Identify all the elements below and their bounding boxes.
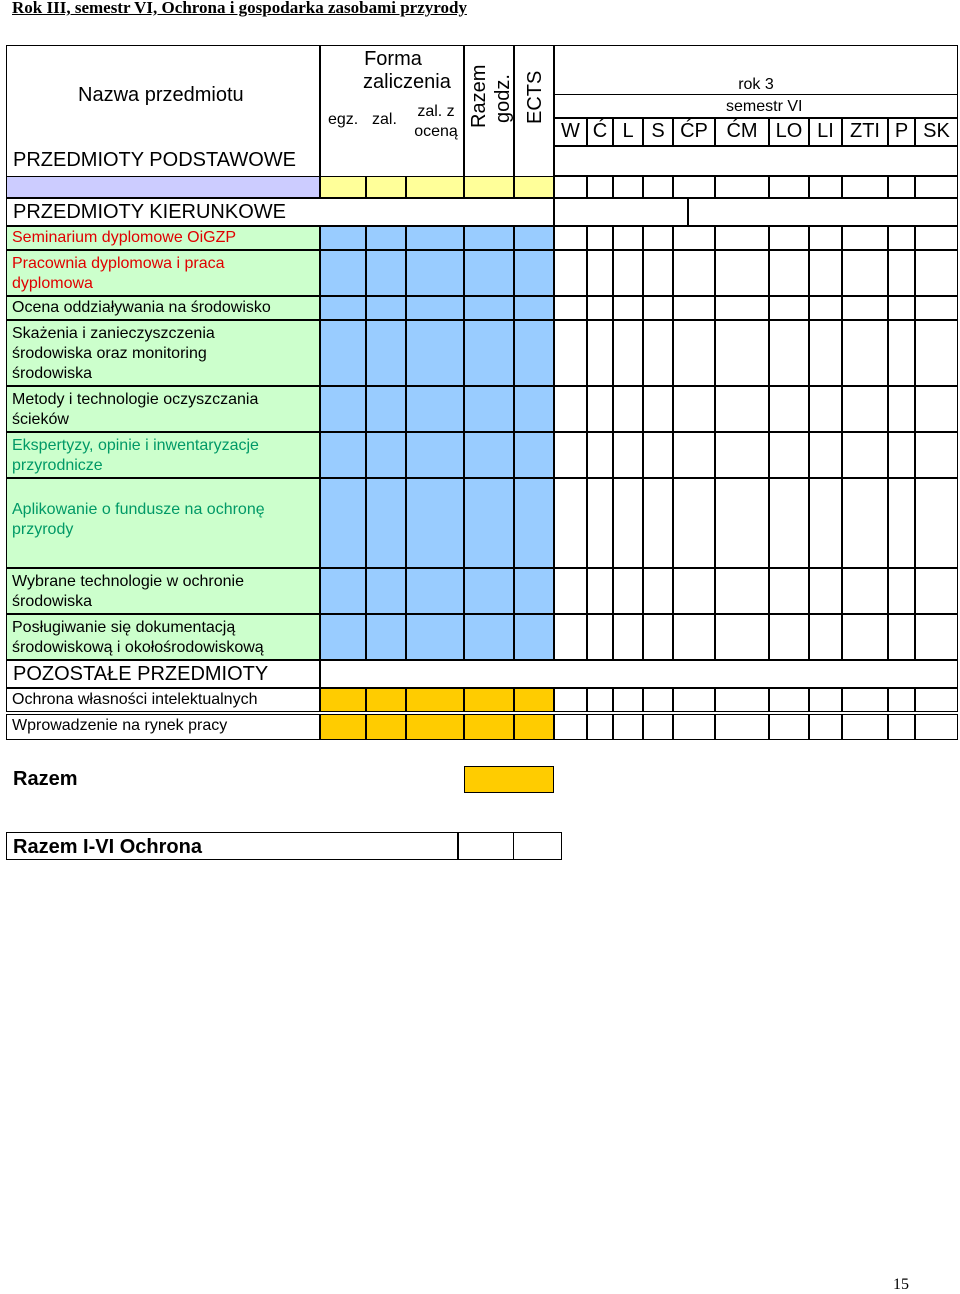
class-type-cell (809, 568, 842, 614)
class-type-cell (673, 614, 715, 660)
class-type-cell (587, 432, 613, 478)
header-blank-cell (554, 94, 958, 118)
ects-cell (514, 386, 554, 432)
hours-cell (464, 688, 514, 712)
class-type-cell (915, 614, 958, 660)
pozostale-spacer (320, 660, 958, 688)
class-type-cell (842, 320, 888, 386)
class-type-cell (915, 478, 958, 568)
ects-cell (514, 250, 554, 296)
class-type-cell (715, 226, 769, 250)
class-type-cell (673, 714, 715, 740)
column-header-exam: egz. (328, 110, 358, 130)
podstawowe-cell (587, 176, 613, 198)
column-header-graded: zal. z (406, 102, 466, 122)
class-type-cell (673, 432, 715, 478)
ects-cell (514, 478, 554, 568)
exam-cell (320, 296, 366, 320)
pass-cell (366, 478, 406, 568)
hours-cell (464, 714, 514, 740)
class-type-cell (842, 478, 888, 568)
class-type-cell (554, 432, 587, 478)
class-type-cell (769, 478, 809, 568)
podstawowe-cell (809, 176, 842, 198)
subject-name: środowiska (12, 364, 92, 384)
class-type-header: ĆP (664, 121, 724, 141)
pass-cell (366, 386, 406, 432)
total-razem-cell (464, 766, 554, 793)
column-header-hours: Razem (468, 65, 491, 128)
class-type-cell (769, 320, 809, 386)
column-header-hours: godz. (492, 74, 515, 123)
exam-cell (320, 688, 366, 712)
ects-cell (514, 614, 554, 660)
subject-name: przyrody (12, 520, 73, 540)
graded-pass-cell (406, 568, 464, 614)
total-all-label: Razem I-VI Ochrona (13, 837, 202, 857)
class-type-cell (888, 226, 915, 250)
pass-cell (366, 688, 406, 712)
class-type-cell (888, 614, 915, 660)
class-type-cell (587, 614, 613, 660)
class-type-cell (888, 296, 915, 320)
class-type-cell (715, 614, 769, 660)
class-type-cell (587, 478, 613, 568)
class-type-cell (915, 432, 958, 478)
graded-pass-cell (406, 250, 464, 296)
subject-name: Posługiwanie się dokumentacją (12, 618, 235, 638)
class-type-cell (842, 568, 888, 614)
subject-name: Ekspertyzy, opinie i inwentaryzacje (12, 436, 259, 456)
subject-name: Ochrona własności intelektualnych (12, 690, 257, 710)
class-type-cell (915, 568, 958, 614)
class-type-cell (613, 688, 643, 712)
subject-name: Metody i technologie oczyszczania (12, 390, 258, 410)
class-type-cell (842, 386, 888, 432)
class-type-cell (915, 250, 958, 296)
class-type-cell (809, 614, 842, 660)
subject-name: Pracownia dyplomowa i praca (12, 254, 225, 274)
class-type-cell (888, 250, 915, 296)
subject-name: Skażenia i zanieczyszczenia (12, 324, 215, 344)
class-type-cell (554, 320, 587, 386)
class-type-cell (809, 386, 842, 432)
podstawowe-cell (842, 176, 888, 198)
column-header-ects: ECTS (524, 71, 547, 124)
class-type-cell (715, 714, 769, 740)
hours-cell (464, 226, 514, 250)
class-type-cell (643, 714, 673, 740)
class-type-cell (842, 714, 888, 740)
class-type-header: W (541, 121, 601, 141)
header-year: rok 3 (726, 75, 786, 95)
class-type-cell (915, 386, 958, 432)
total-razem-label: Razem (13, 769, 77, 789)
exam-cell (320, 614, 366, 660)
class-type-cell (643, 568, 673, 614)
class-type-cell (809, 296, 842, 320)
ects-cell (514, 432, 554, 478)
section-pozostale: POZOSTAŁE PRZEDMIOTY (13, 664, 268, 684)
hours-cell (464, 432, 514, 478)
pass-cell (366, 226, 406, 250)
class-type-cell (842, 296, 888, 320)
class-type-cell (587, 320, 613, 386)
class-type-cell (673, 296, 715, 320)
column-header-form: Forma (363, 49, 423, 69)
total-all-hours-cell (458, 832, 514, 860)
class-type-cell (915, 226, 958, 250)
class-type-cell (613, 386, 643, 432)
class-type-cell (613, 568, 643, 614)
class-type-cell (715, 320, 769, 386)
class-type-header: LI (796, 121, 856, 141)
header-spacer-cell (554, 146, 958, 176)
pass-cell (366, 614, 406, 660)
class-type-cell (613, 478, 643, 568)
podstawowe-cell (769, 176, 809, 198)
class-type-cell (842, 250, 888, 296)
class-type-cell (769, 688, 809, 712)
class-type-cell (888, 320, 915, 386)
subject-name: dyplomowa (12, 274, 93, 294)
exam-cell (320, 226, 366, 250)
class-type-cell (769, 296, 809, 320)
graded-pass-cell (406, 478, 464, 568)
class-type-cell (554, 226, 587, 250)
class-type-cell (554, 614, 587, 660)
graded-pass-cell (406, 688, 464, 712)
pass-cell (366, 250, 406, 296)
ects-cell (514, 296, 554, 320)
hours-cell (464, 568, 514, 614)
class-type-cell (673, 568, 715, 614)
class-type-cell (613, 432, 643, 478)
class-type-cell (554, 386, 587, 432)
class-type-cell (554, 296, 587, 320)
hours-cell (464, 386, 514, 432)
class-type-cell (587, 250, 613, 296)
class-type-cell (643, 296, 673, 320)
graded-pass-cell (406, 226, 464, 250)
class-type-cell (673, 478, 715, 568)
class-type-cell (613, 614, 643, 660)
class-type-cell (809, 226, 842, 250)
class-type-cell (769, 568, 809, 614)
class-type-cell (888, 688, 915, 712)
column-header-name: Nazwa przedmiotu (78, 85, 244, 105)
exam-cell (320, 320, 366, 386)
header-semester: semestr VI (726, 97, 786, 117)
class-type-cell (915, 320, 958, 386)
subject-name: przyrodnicze (12, 456, 103, 476)
class-type-cell (715, 386, 769, 432)
class-type-cell (613, 250, 643, 296)
class-type-cell (554, 568, 587, 614)
pass-cell (366, 568, 406, 614)
class-type-cell (587, 714, 613, 740)
podstawowe-cell (888, 176, 915, 198)
graded-pass-cell (406, 320, 464, 386)
hours-cell (464, 250, 514, 296)
hours-cell (464, 614, 514, 660)
class-type-cell (643, 386, 673, 432)
class-type-cell (673, 688, 715, 712)
ects-cell (514, 320, 554, 386)
class-type-cell (769, 714, 809, 740)
subject-name: Seminarium dyplomowe OiGZP (12, 228, 236, 248)
exam-cell (320, 478, 366, 568)
ects-cell (514, 688, 554, 712)
class-type-cell (715, 296, 769, 320)
class-type-cell (842, 432, 888, 478)
class-type-cell (643, 226, 673, 250)
class-type-cell (715, 478, 769, 568)
podstawowe-cell (514, 176, 554, 198)
class-type-cell (715, 688, 769, 712)
subject-name: Ocena oddziaływania na środowisko (12, 298, 271, 318)
class-type-cell (769, 614, 809, 660)
column-header-form: zaliczenia (363, 72, 423, 92)
graded-pass-cell (406, 386, 464, 432)
podstawowe-cell (320, 176, 366, 198)
ects-cell (514, 226, 554, 250)
class-type-cell (809, 432, 842, 478)
class-type-cell (809, 688, 842, 712)
pass-cell (366, 296, 406, 320)
class-type-cell (769, 432, 809, 478)
class-type-cell (554, 688, 587, 712)
class-type-cell (888, 478, 915, 568)
class-type-cell (587, 386, 613, 432)
class-type-header: LO (759, 121, 819, 141)
class-type-header: ZTI (835, 121, 895, 141)
class-type-header: P (872, 121, 932, 141)
subject-name: Aplikowanie o fundusze na ochronę (12, 500, 265, 520)
exam-cell (320, 714, 366, 740)
class-type-header: SK (907, 121, 960, 141)
podstawowe-cell (643, 176, 673, 198)
column-header-graded: oceną (406, 122, 466, 142)
class-type-header: L (598, 121, 658, 141)
class-type-header: ĆM (712, 121, 772, 141)
exam-cell (320, 386, 366, 432)
class-type-cell (587, 688, 613, 712)
class-type-cell (888, 714, 915, 740)
class-type-cell (888, 568, 915, 614)
ects-cell (514, 714, 554, 740)
podstawowe-cell (673, 176, 715, 198)
podstawowe-cell (715, 176, 769, 198)
class-type-cell (587, 568, 613, 614)
class-type-cell (673, 386, 715, 432)
class-type-cell (643, 320, 673, 386)
subject-name: środowiskową i okołośrodowiskową (12, 638, 264, 658)
class-type-cell (643, 432, 673, 478)
page-number: 15 (893, 1276, 909, 1294)
class-type-cell (842, 614, 888, 660)
podstawowe-cell (406, 176, 464, 198)
class-type-cell (643, 478, 673, 568)
class-type-header: S (628, 121, 688, 141)
class-type-cell (613, 226, 643, 250)
class-type-cell (842, 226, 888, 250)
pass-cell (366, 320, 406, 386)
class-type-cell (809, 250, 842, 296)
podstawowe-row (6, 176, 320, 198)
column-header-pass: zal. (372, 110, 397, 130)
class-type-cell (643, 688, 673, 712)
subject-name: Wybrane technologie w ochronie (12, 572, 244, 592)
class-type-cell (613, 296, 643, 320)
podstawowe-cell (554, 176, 587, 198)
class-type-cell (554, 478, 587, 568)
graded-pass-cell (406, 296, 464, 320)
class-type-cell (842, 688, 888, 712)
hours-cell (464, 296, 514, 320)
podstawowe-cell (613, 176, 643, 198)
exam-cell (320, 250, 366, 296)
section-kierunkowe: PRZEDMIOTY KIERUNKOWE (13, 202, 286, 222)
class-type-cell (809, 714, 842, 740)
subject-name: ścieków (12, 410, 69, 430)
class-type-cell (769, 226, 809, 250)
class-type-cell (769, 386, 809, 432)
class-type-cell (554, 250, 587, 296)
ects-cell (514, 568, 554, 614)
class-type-cell (715, 432, 769, 478)
class-type-cell (554, 714, 587, 740)
class-type-header: Ć (570, 121, 630, 141)
hours-cell (464, 478, 514, 568)
graded-pass-cell (406, 432, 464, 478)
class-type-cell (587, 226, 613, 250)
class-type-cell (587, 296, 613, 320)
podstawowe-cell (366, 176, 406, 198)
class-type-cell (915, 296, 958, 320)
hours-cell (464, 320, 514, 386)
class-type-cell (613, 714, 643, 740)
podstawowe-cell (915, 176, 958, 198)
class-type-cell (715, 568, 769, 614)
exam-cell (320, 568, 366, 614)
class-type-cell (769, 250, 809, 296)
class-type-cell (915, 688, 958, 712)
kierunkowe-spacer (688, 198, 958, 226)
graded-pass-cell (406, 614, 464, 660)
class-type-cell (915, 714, 958, 740)
pass-cell (366, 714, 406, 740)
graded-pass-cell (406, 714, 464, 740)
class-type-cell (809, 320, 842, 386)
podstawowe-cell (464, 176, 514, 198)
class-type-cell (643, 614, 673, 660)
section-podstawowe: PRZEDMIOTY PODSTAWOWE (13, 150, 296, 170)
page-title: Rok III, semestr VI, Ochrona i gospodarka zasobami przyrody (12, 0, 467, 18)
class-type-cell (809, 478, 842, 568)
subject-name: Wprowadzenie na rynek pracy (12, 716, 227, 736)
subject-name: środowiska (12, 592, 92, 612)
pass-cell (366, 432, 406, 478)
class-type-cell (673, 250, 715, 296)
class-type-cell (673, 320, 715, 386)
class-type-cell (643, 250, 673, 296)
subject-name: środowiska oraz monitoring (12, 344, 207, 364)
class-type-cell (673, 226, 715, 250)
class-type-cell (888, 386, 915, 432)
exam-cell (320, 432, 366, 478)
class-type-cell (715, 250, 769, 296)
kierunkowe-spacer (554, 198, 688, 226)
class-type-cell (613, 320, 643, 386)
class-type-cell (888, 432, 915, 478)
